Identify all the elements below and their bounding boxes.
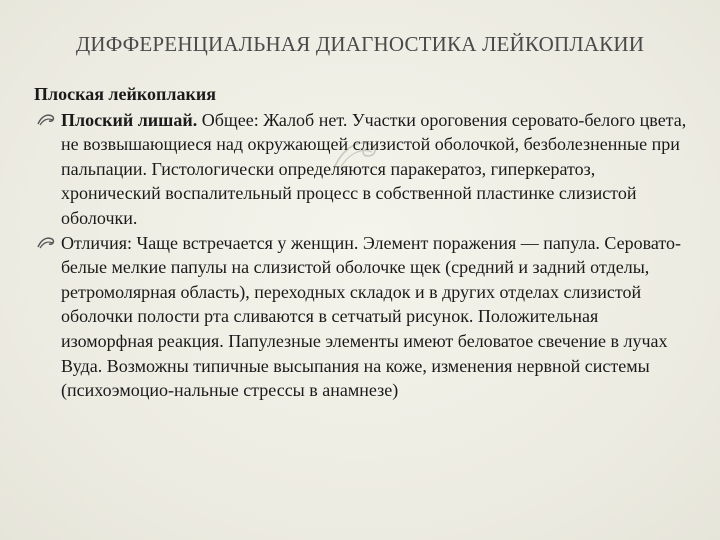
- list-item: [34, 108, 694, 231]
- item-text: Отличия: Чаще встречается у женщин. Элемент поражения — папула. Серовато-белые мелкие папулы на слизистой оболочке щек (средний и задний отделы, ретромолярная область), переходных складок и в других отделах слизистой оболочки полости рта сливаются в сетчатый рисунок. Положительная изоморфная реакция. Папулезные элементы имеют беловатое свечение в лучах Вуда. Возможны типичные высыпания на коже, изменения нервной системы (психоэмоцио-нальные стрессы в анамнезе): [61, 232, 682, 401]
- item-text: Общее: Жалоб нет. Участки ороговения серовато-белого цвета, не возвышающиеся над окружающей слизистой оболочкой, безболезненные при пальпации. Гистологически определяются паракератоз, гиперкератоз, хронический воспалительный процесс в собственной пластинке слизистой оболочки.: [61, 109, 687, 228]
- scroll-bullet-icon: [36, 236, 56, 250]
- item-bold-lead: Плоский лишай.: [61, 109, 198, 130]
- list-item: [34, 231, 694, 403]
- scroll-bullet-icon: [36, 113, 56, 127]
- slide-content: [34, 82, 694, 403]
- slide-title: ДИФФЕРЕНЦИАЛЬНАЯ ДИАГНОСТИКА ЛЕЙКОПЛАКИИ: [75, 32, 645, 56]
- section-subtitle: Плоская лейкоплакия: [34, 84, 216, 104]
